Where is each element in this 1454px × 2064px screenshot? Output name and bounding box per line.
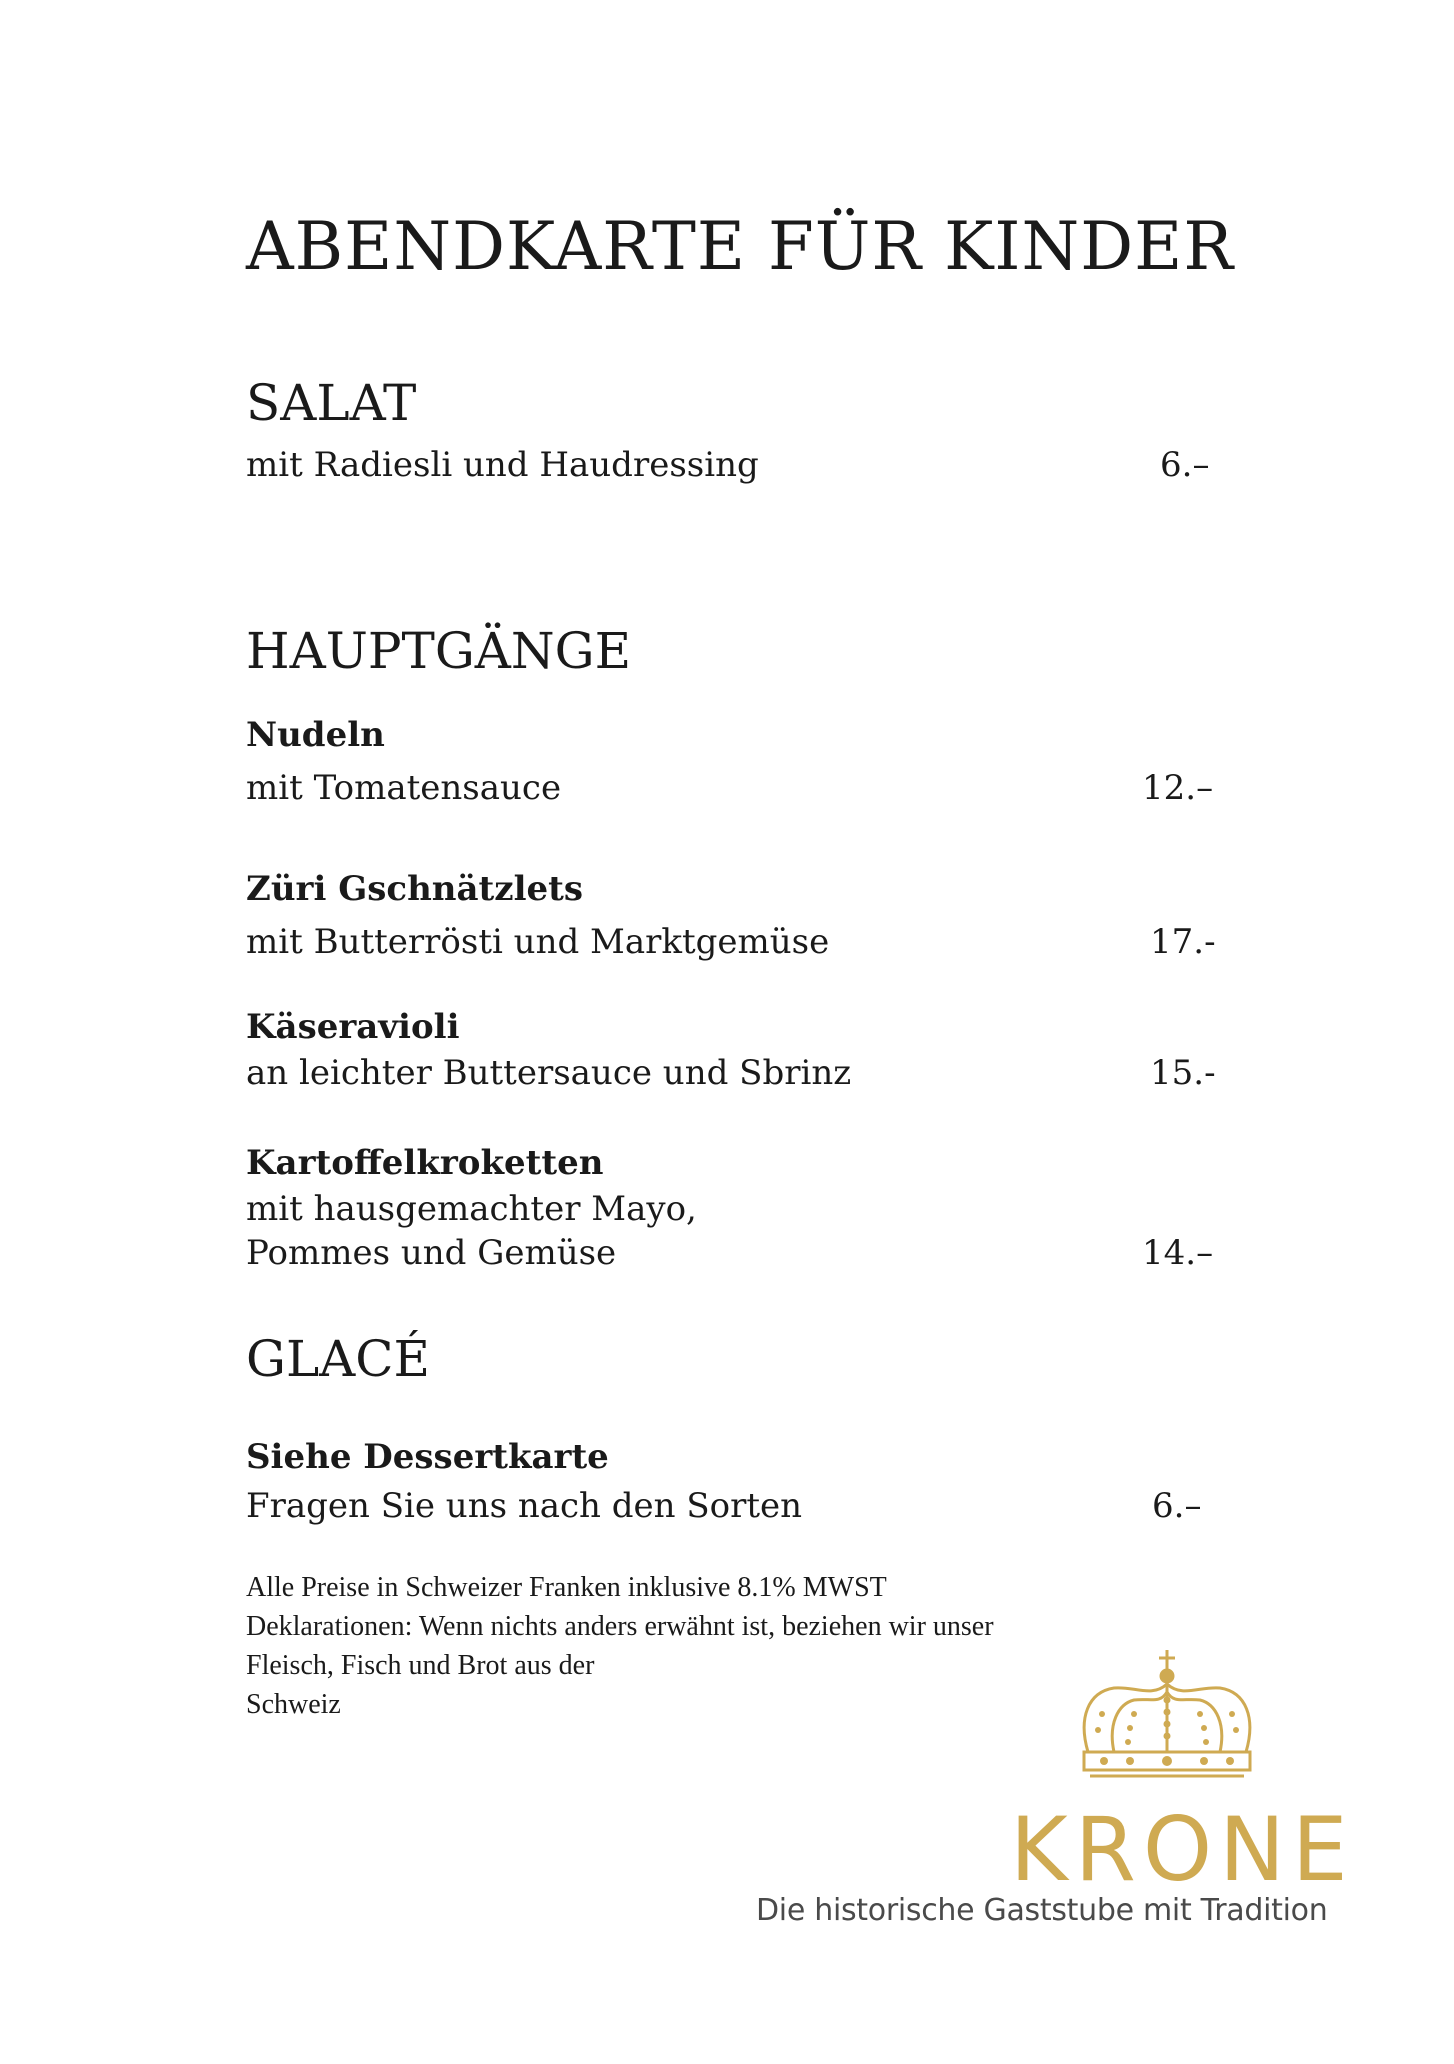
section-heading-hauptgaenge: HAUPTGÄNGE bbox=[246, 622, 632, 680]
salat-price: 6.– bbox=[1160, 445, 1210, 485]
item-name-kartoffelkroketten: Kartoffelkroketten bbox=[246, 1143, 604, 1183]
item-price-nudeln: 12.– bbox=[1142, 768, 1214, 808]
item-description-kartoffelkroketten-line-2: Pommes und Gemüse bbox=[246, 1233, 617, 1273]
footnote-line-4: Schweiz bbox=[246, 1689, 341, 1720]
logo-name: KRONE bbox=[1010, 1798, 1355, 1901]
krone-logo bbox=[752, 1648, 1355, 1938]
footnote-line-2: Deklarationen: Wenn nichts anders erwähnt ist, beziehen wir unser bbox=[246, 1611, 994, 1642]
section-heading-glace: GLACÉ bbox=[246, 1330, 431, 1388]
menu-title: ABENDKARTE FÜR KINDER bbox=[246, 208, 1235, 285]
crown-icon bbox=[1074, 1648, 1260, 1788]
item-name-siehe-dessertkarte: Siehe Dessertkarte bbox=[246, 1437, 609, 1477]
item-description-kartoffelkroketten-line-1: mit hausgemachter Mayo, bbox=[246, 1189, 697, 1229]
item-price-siehe-dessertkarte: 6.– bbox=[1152, 1486, 1202, 1526]
item-price-kaeseravioli: 15.- bbox=[1150, 1053, 1216, 1093]
item-description-nudeln: mit Tomatensauce bbox=[246, 768, 562, 808]
footnote-line-3: Fleisch, Fisch und Brot aus der bbox=[246, 1650, 595, 1681]
item-description-zueri-gschnaetzlets: mit Butterrösti und Marktgemüse bbox=[246, 922, 830, 962]
item-name-nudeln: Nudeln bbox=[246, 715, 385, 755]
salat-description: mit Radiesli und Haudressing bbox=[246, 445, 759, 485]
item-name-kaeseravioli: Käseravioli bbox=[246, 1007, 460, 1047]
item-description-siehe-dessertkarte: Fragen Sie uns nach den Sorten bbox=[246, 1486, 803, 1526]
logo-tagline: Die historische Gaststube mit Tradition bbox=[756, 1893, 1328, 1928]
item-price-zueri-gschnaetzlets: 17.- bbox=[1150, 922, 1216, 962]
footnote-line-1: Alle Preise in Schweizer Franken inklusive 8.1% MWST bbox=[246, 1572, 887, 1603]
item-description-kaeseravioli: an leichter Buttersauce und Sbrinz bbox=[246, 1053, 852, 1093]
item-price-kartoffelkroketten: 14.– bbox=[1142, 1233, 1214, 1273]
section-heading-salat: SALAT bbox=[246, 374, 417, 432]
item-name-zueri-gschnaetzlets: Züri Gschnätzlets bbox=[246, 869, 583, 909]
